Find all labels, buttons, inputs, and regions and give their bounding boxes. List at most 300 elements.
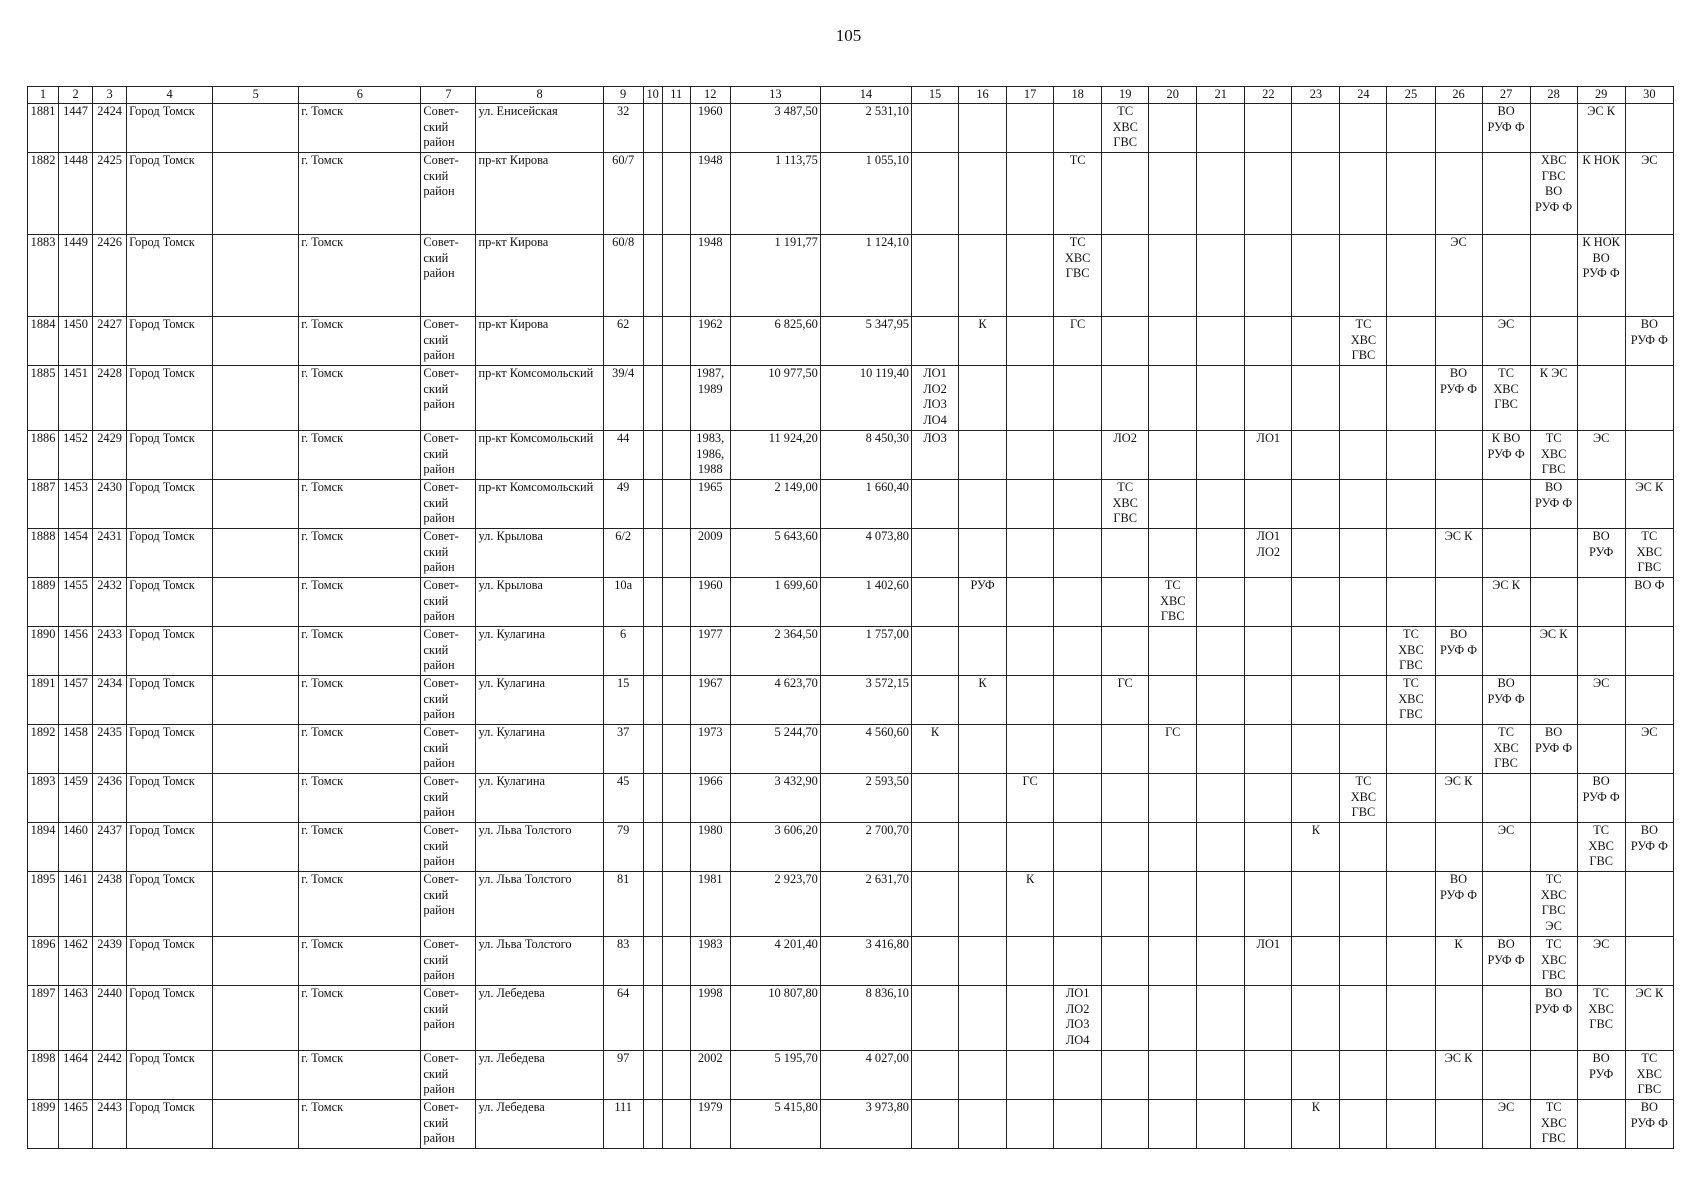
table-cell <box>643 774 662 823</box>
table-cell: ул. Кулагина <box>476 627 603 676</box>
table-cell: К <box>959 676 1007 725</box>
table-cell <box>1292 578 1340 627</box>
table-cell <box>1435 578 1482 627</box>
table-cell <box>1387 823 1435 872</box>
table-cell <box>911 774 958 823</box>
table-cell: г. Томск <box>299 431 421 480</box>
table-cell: 60/8 <box>603 235 643 317</box>
table-cell: ТС ХВС ГВС <box>1482 725 1530 774</box>
table-cell: г. Томск <box>299 153 421 235</box>
table-cell: ТС ХВС ГВС <box>1577 986 1625 1051</box>
table-cell <box>911 480 958 529</box>
table-cell: 1461 <box>59 872 93 937</box>
table-cell: 1897 <box>28 986 59 1051</box>
table-cell <box>959 153 1007 235</box>
table-cell <box>1577 317 1625 366</box>
table-cell <box>643 725 662 774</box>
table-cell <box>1435 317 1482 366</box>
table-cell: 1463 <box>59 986 93 1051</box>
table-cell <box>643 1051 662 1100</box>
table-cell <box>1054 1051 1102 1100</box>
table-cell <box>1245 627 1292 676</box>
table-row <box>28 872 1674 937</box>
table-cell: Совет- ский район <box>421 578 476 627</box>
table-cell: ТС ХВС ГВС <box>1625 529 1673 578</box>
table-cell <box>662 1100 690 1149</box>
table-cell <box>643 431 662 480</box>
table-cell: 5 415,80 <box>730 1100 820 1149</box>
table-cell <box>1340 480 1387 529</box>
column-header: 6 <box>299 87 421 104</box>
table-cell: К <box>1007 872 1054 937</box>
table-cell: ВО РУФ <box>1577 529 1625 578</box>
table-cell: Совет- ский район <box>421 235 476 317</box>
table-cell: К НОК <box>1577 153 1625 235</box>
table-cell <box>643 366 662 431</box>
table-cell <box>213 627 299 676</box>
table-cell <box>1577 480 1625 529</box>
column-header: 15 <box>911 87 958 104</box>
table-cell: ТС ХВС ГВС <box>1482 366 1530 431</box>
table-row <box>28 366 1674 431</box>
table-cell: ЭС <box>1577 676 1625 725</box>
table-cell: 1447 <box>59 104 93 153</box>
table-cell: 111 <box>603 1100 643 1149</box>
table-cell: г. Томск <box>299 627 421 676</box>
table-cell: ТС ХВС ГВС <box>1102 104 1149 153</box>
table-cell: 1965 <box>690 480 730 529</box>
table-cell: ЭС К <box>1577 104 1625 153</box>
table-cell: г. Томск <box>299 823 421 872</box>
table-cell <box>643 480 662 529</box>
table-cell: 62 <box>603 317 643 366</box>
table-cell <box>1054 104 1102 153</box>
table-cell <box>1387 937 1435 986</box>
table-cell: ЭС К <box>1435 1051 1482 1100</box>
table-cell <box>1530 529 1577 578</box>
table-cell: пр-кт Кирова <box>476 235 603 317</box>
table-cell <box>1149 774 1197 823</box>
table-cell: ЭС <box>1577 431 1625 480</box>
table-cell: Город Томск <box>127 823 213 872</box>
table-cell <box>1435 431 1482 480</box>
table-cell: Город Томск <box>127 431 213 480</box>
table-cell: ВО РУФ Ф <box>1435 366 1482 431</box>
table-cell: ЭС <box>1482 1100 1530 1149</box>
table-cell: ТС ХВС ГВС <box>1387 627 1435 676</box>
table-cell: пр-кт Кирова <box>476 317 603 366</box>
column-header: 11 <box>662 87 690 104</box>
column-header: 10 <box>643 87 662 104</box>
table-cell: 3 973,80 <box>820 1100 911 1149</box>
table-cell: 1464 <box>59 1051 93 1100</box>
table-cell <box>1625 235 1673 317</box>
table-cell <box>1102 774 1149 823</box>
table-cell: Город Томск <box>127 366 213 431</box>
table-cell: ЭС <box>1625 725 1673 774</box>
table-cell <box>1292 774 1340 823</box>
table-cell <box>662 480 690 529</box>
table-cell <box>1577 872 1625 937</box>
table-cell: К ВО РУФ Ф <box>1482 431 1530 480</box>
table-cell: пр-кт Комсомольский <box>476 366 603 431</box>
table-cell <box>1625 774 1673 823</box>
table-cell <box>662 153 690 235</box>
table-cell <box>1102 725 1149 774</box>
table-cell: ул. Льва Толстого <box>476 937 603 986</box>
table-cell: ВО РУФ Ф <box>1625 1100 1673 1149</box>
table-cell: г. Томск <box>299 937 421 986</box>
table-cell <box>1387 480 1435 529</box>
table-cell: 2002 <box>690 1051 730 1100</box>
housing-registry-table <box>27 86 1674 1149</box>
table-cell: 1987, 1989 <box>690 366 730 431</box>
table-cell <box>1482 986 1530 1051</box>
table-cell <box>1007 627 1054 676</box>
table-cell <box>1292 725 1340 774</box>
table-cell <box>911 823 958 872</box>
table-cell <box>1435 676 1482 725</box>
table-cell: ЭС К <box>1625 480 1673 529</box>
table-cell <box>959 529 1007 578</box>
table-cell <box>1340 986 1387 1051</box>
table-cell <box>1102 627 1149 676</box>
table-cell: 1892 <box>28 725 59 774</box>
table-cell <box>1007 366 1054 431</box>
table-cell <box>662 578 690 627</box>
table-cell: 1 757,00 <box>820 627 911 676</box>
table-cell: 5 347,95 <box>820 317 911 366</box>
table-cell: ТС ХВС ГВС <box>1340 774 1387 823</box>
table-cell: 2 631,70 <box>820 872 911 937</box>
column-header: 30 <box>1625 87 1673 104</box>
table-cell: 37 <box>603 725 643 774</box>
table-cell <box>1102 578 1149 627</box>
table-cell <box>213 529 299 578</box>
table-row <box>28 627 1674 676</box>
table-cell <box>662 676 690 725</box>
table-cell <box>1102 235 1149 317</box>
table-cell: К <box>1292 823 1340 872</box>
table-cell <box>1387 1100 1435 1149</box>
table-cell: 1977 <box>690 627 730 676</box>
table-cell <box>1292 153 1340 235</box>
column-header: 29 <box>1577 87 1625 104</box>
table-cell <box>1007 676 1054 725</box>
table-cell <box>1292 235 1340 317</box>
table-cell <box>1340 104 1387 153</box>
table-cell <box>643 986 662 1051</box>
table-cell <box>1482 774 1530 823</box>
column-header: 22 <box>1245 87 1292 104</box>
table-cell: г. Томск <box>299 676 421 725</box>
table-cell <box>911 872 958 937</box>
table-cell: 1460 <box>59 823 93 872</box>
table-cell: 2424 <box>93 104 127 153</box>
table-cell <box>1340 529 1387 578</box>
table-cell <box>213 431 299 480</box>
table-cell <box>1625 872 1673 937</box>
table-cell <box>1577 366 1625 431</box>
table-cell: г. Томск <box>299 480 421 529</box>
table-row <box>28 986 1674 1051</box>
table-cell: 11 924,20 <box>730 431 820 480</box>
table-cell <box>1435 1100 1482 1149</box>
table-cell: 4 073,80 <box>820 529 911 578</box>
table-cell <box>1007 431 1054 480</box>
table-cell: 2 700,70 <box>820 823 911 872</box>
table-cell: ЭС <box>1577 937 1625 986</box>
table-cell: г. Томск <box>299 1100 421 1149</box>
table-cell <box>662 774 690 823</box>
table-cell <box>213 823 299 872</box>
table-cell: 2436 <box>93 774 127 823</box>
table-cell <box>1530 235 1577 317</box>
table-cell <box>1197 627 1245 676</box>
table-cell <box>1007 317 1054 366</box>
table-cell: 2439 <box>93 937 127 986</box>
table-cell <box>959 872 1007 937</box>
table-cell <box>1387 104 1435 153</box>
table-cell <box>1435 986 1482 1051</box>
table-cell <box>1054 725 1102 774</box>
table-cell: 1894 <box>28 823 59 872</box>
table-cell: ЭС К <box>1482 578 1530 627</box>
table-cell <box>1054 578 1102 627</box>
table-cell <box>1387 317 1435 366</box>
table-cell <box>1387 366 1435 431</box>
table-cell: ТС ХВС ГВС <box>1530 1100 1577 1149</box>
table-cell: 2432 <box>93 578 127 627</box>
table-cell: 1457 <box>59 676 93 725</box>
table-cell: ЛО1 ЛО2 <box>1245 529 1292 578</box>
table-cell: 3 606,20 <box>730 823 820 872</box>
table-cell <box>1197 725 1245 774</box>
table-cell: ул. Кулагина <box>476 676 603 725</box>
table-cell <box>662 431 690 480</box>
table-cell <box>1245 480 1292 529</box>
table-cell: Город Томск <box>127 725 213 774</box>
table-cell <box>1197 823 1245 872</box>
table-cell: 1893 <box>28 774 59 823</box>
table-cell <box>1340 937 1387 986</box>
table-cell: ВО РУФ Ф <box>1577 774 1625 823</box>
table-cell: пр-кт Кирова <box>476 153 603 235</box>
table-cell: К <box>959 317 1007 366</box>
table-cell: 1889 <box>28 578 59 627</box>
table-cell <box>1149 676 1197 725</box>
table-cell <box>213 235 299 317</box>
table-cell: ЛО1 ЛО2 ЛО3 ЛО4 <box>911 366 958 431</box>
table-cell <box>1007 529 1054 578</box>
table-cell <box>1340 578 1387 627</box>
table-cell <box>1149 823 1197 872</box>
table-cell <box>1625 676 1673 725</box>
column-header: 4 <box>127 87 213 104</box>
table-cell <box>1245 1051 1292 1100</box>
table-cell <box>1149 317 1197 366</box>
table-cell <box>1197 578 1245 627</box>
table-cell: 2438 <box>93 872 127 937</box>
table-cell: ТС ХВС ГВС <box>1530 937 1577 986</box>
table-cell <box>643 823 662 872</box>
table-cell: 10а <box>603 578 643 627</box>
table-cell <box>643 104 662 153</box>
table-cell <box>1197 104 1245 153</box>
table-cell <box>662 529 690 578</box>
table-cell <box>643 578 662 627</box>
table-cell: ТС ХВС ГВС <box>1577 823 1625 872</box>
table-cell: ЭС <box>1625 153 1673 235</box>
table-cell <box>1292 317 1340 366</box>
table-cell <box>1340 1100 1387 1149</box>
table-cell: Совет- ский район <box>421 774 476 823</box>
column-header: 23 <box>1292 87 1340 104</box>
table-cell <box>1292 627 1340 676</box>
table-cell <box>911 986 958 1051</box>
table-cell <box>911 104 958 153</box>
table-row <box>28 1100 1674 1149</box>
table-cell <box>1054 366 1102 431</box>
table-cell <box>1245 986 1292 1051</box>
table-cell <box>213 774 299 823</box>
table-cell: 2009 <box>690 529 730 578</box>
table-cell: 4 560,60 <box>820 725 911 774</box>
table-cell: 1899 <box>28 1100 59 1149</box>
table-cell: 1449 <box>59 235 93 317</box>
table-cell <box>643 153 662 235</box>
table-cell: г. Томск <box>299 104 421 153</box>
table-cell <box>1007 823 1054 872</box>
table-cell <box>1435 823 1482 872</box>
table-cell <box>959 627 1007 676</box>
table-cell: 1966 <box>690 774 730 823</box>
table-cell: Город Томск <box>127 627 213 676</box>
table-cell <box>1102 986 1149 1051</box>
table-cell <box>213 153 299 235</box>
table-cell <box>1482 529 1530 578</box>
table-cell <box>1340 431 1387 480</box>
table-cell: Город Томск <box>127 317 213 366</box>
table-cell <box>1149 937 1197 986</box>
table-cell: г. Томск <box>299 529 421 578</box>
table-cell <box>643 317 662 366</box>
table-cell: 1896 <box>28 937 59 986</box>
table-cell <box>911 153 958 235</box>
table-cell: 1948 <box>690 153 730 235</box>
table-cell: 1886 <box>28 431 59 480</box>
table-cell: ВО РУФ Ф <box>1625 823 1673 872</box>
table-cell: Совет- ский район <box>421 627 476 676</box>
table-cell: Совет- ский район <box>421 1100 476 1149</box>
table-cell: 3 432,90 <box>730 774 820 823</box>
table-cell: ул. Льва Толстого <box>476 872 603 937</box>
table-row <box>28 774 1674 823</box>
table-cell <box>662 937 690 986</box>
table-cell: ВО РУФ Ф <box>1530 986 1577 1051</box>
table-cell <box>1292 480 1340 529</box>
table-cell: Город Томск <box>127 1051 213 1100</box>
table-cell <box>1007 725 1054 774</box>
table-cell <box>1530 317 1577 366</box>
table-cell <box>1435 104 1482 153</box>
table-cell: 15 <box>603 676 643 725</box>
table-cell: 1448 <box>59 153 93 235</box>
table-cell: 5 195,70 <box>730 1051 820 1100</box>
table-cell <box>1245 872 1292 937</box>
table-cell: ЛО1 <box>1245 431 1292 480</box>
table-cell: 1455 <box>59 578 93 627</box>
table-cell: ТС ХВС ГВС <box>1102 480 1149 529</box>
table-cell: 2426 <box>93 235 127 317</box>
table-cell: 1962 <box>690 317 730 366</box>
column-header: 19 <box>1102 87 1149 104</box>
table-cell: ЭС К <box>1530 627 1577 676</box>
table-cell <box>1102 153 1149 235</box>
table-cell: ВО РУФ Ф <box>1625 317 1673 366</box>
table-cell: ГС <box>1054 317 1102 366</box>
column-header: 24 <box>1340 87 1387 104</box>
table-row <box>28 725 1674 774</box>
table-cell <box>1530 578 1577 627</box>
table-cell: 1 699,60 <box>730 578 820 627</box>
table-cell <box>1530 1051 1577 1100</box>
table-cell: Совет- ский район <box>421 986 476 1051</box>
table-cell: 1462 <box>59 937 93 986</box>
table-cell <box>1292 1051 1340 1100</box>
table-cell: 2427 <box>93 317 127 366</box>
table-row <box>28 235 1674 317</box>
table-cell <box>959 1051 1007 1100</box>
table-cell <box>213 1051 299 1100</box>
table-cell <box>1530 823 1577 872</box>
table-cell: Совет- ский район <box>421 366 476 431</box>
table-cell <box>911 317 958 366</box>
column-header: 21 <box>1197 87 1245 104</box>
table-cell <box>213 872 299 937</box>
table-cell <box>1197 317 1245 366</box>
table-cell: 1 113,75 <box>730 153 820 235</box>
table-cell <box>643 627 662 676</box>
table-cell: 1981 <box>690 872 730 937</box>
table-cell <box>1435 480 1482 529</box>
table-cell: ул. Енисейская <box>476 104 603 153</box>
table-cell <box>1292 872 1340 937</box>
table-cell <box>911 676 958 725</box>
table-cell <box>1625 366 1673 431</box>
table-cell: 6/2 <box>603 529 643 578</box>
table-cell: 2442 <box>93 1051 127 1100</box>
table-cell: ул. Лебедева <box>476 1051 603 1100</box>
table-cell <box>213 480 299 529</box>
table-cell: 49 <box>603 480 643 529</box>
table-cell <box>1102 823 1149 872</box>
header-row <box>28 87 1674 104</box>
table-cell: 3 487,50 <box>730 104 820 153</box>
table-cell: ул. Крылова <box>476 529 603 578</box>
table-cell <box>959 823 1007 872</box>
table-cell: ТС <box>1054 153 1102 235</box>
table-cell: 1 191,77 <box>730 235 820 317</box>
table-cell: 1 660,40 <box>820 480 911 529</box>
table-cell <box>1149 104 1197 153</box>
table-cell: ВО РУФ Ф <box>1435 872 1482 937</box>
table-cell <box>1387 431 1435 480</box>
table-cell <box>959 937 1007 986</box>
table-cell <box>1102 937 1149 986</box>
table-cell <box>1292 104 1340 153</box>
column-header: 16 <box>959 87 1007 104</box>
